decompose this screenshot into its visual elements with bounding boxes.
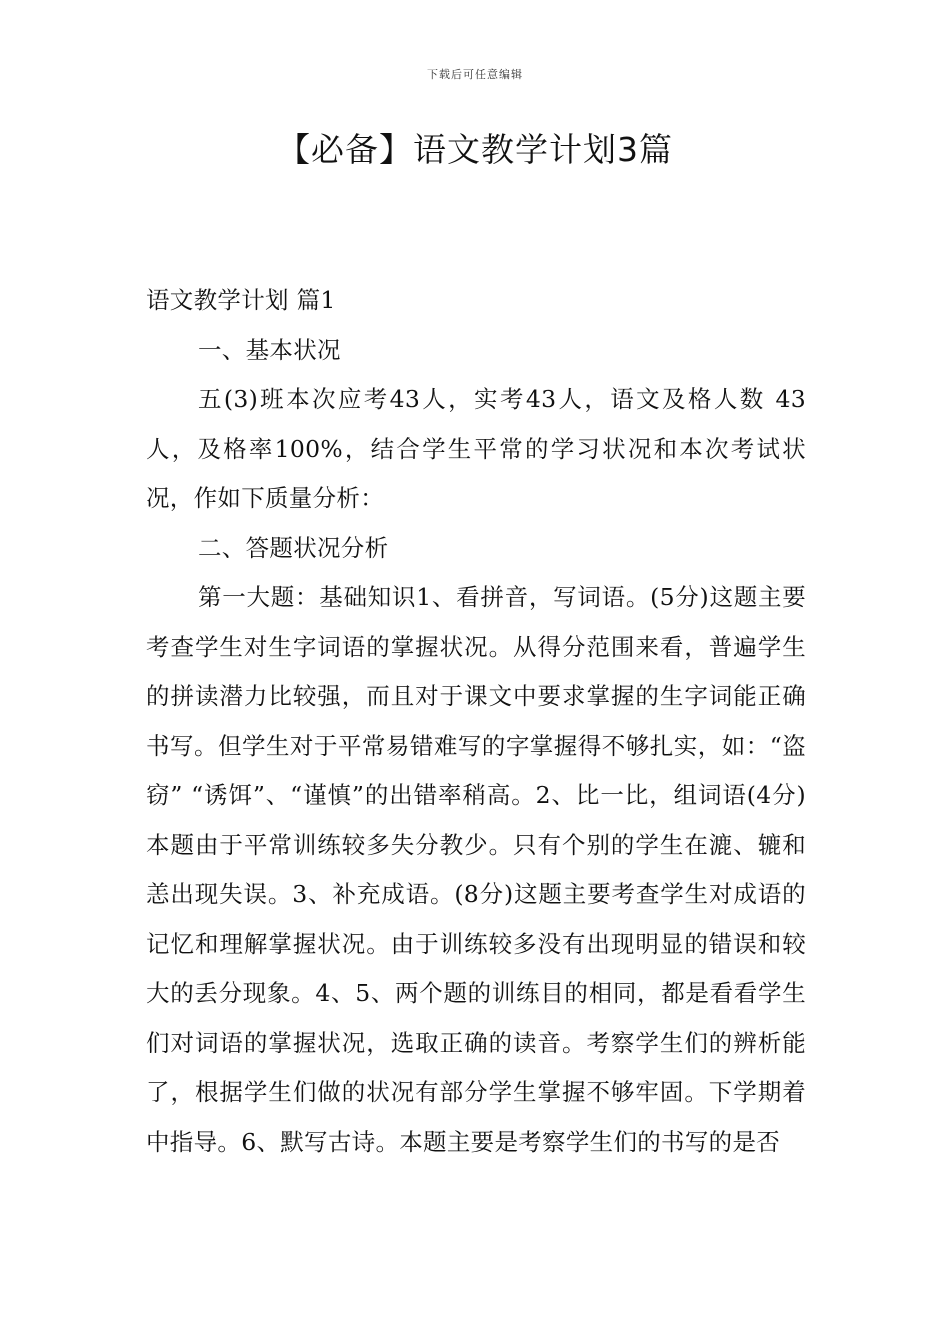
document-body	[146, 276, 806, 1167]
paragraph-answer-analysis-heading: 二、答题状况分析	[198, 533, 389, 562]
document-title: 【必备】语文教学计划3篇	[277, 130, 673, 169]
header-note: 下载后可任意编辑	[427, 68, 523, 81]
paragraph-exam-summary: 五(3)班本次应考43人，实考43人，语文及格人数 43人，及格率100%，结合学生平常的学习状况和本次考试状况，作如下质量分析：	[146, 385, 806, 512]
paragraph-basic-status-heading: 一、基本状况	[198, 335, 341, 364]
paragraph-first-section-analysis: 第一大题：基础知识1、看拼音，写词语。(5分)这题主要考查学生对生字词语的掌握状况。从得分范围来看，普遍学生的拼读潜力比较强，而且对于课文中要求掌握的生字词能正确书写。但学生对于平常易错难写的字掌握得不够扎实，如：“盗窃” “诱饵”、“谨慎”的出错率稍高。2、比一比，组词语(4分)本题由于平常训练较多失分教少。只有个别的学生在漉、辘和恙出现失误。3、补充成语。(8分)这题主要考查学生对成语的记忆和理解掌握状况。由于训练较多没有出现明显的错误和较大的丢分现象。4、5、两个题的训练目的相同，都是看看学生们对词语的掌握状况，选取正确的读音。考察学生们的辨析能了，根据学生们做的状况有部分学生掌握不够牢固。下学期着中指导。6、默写古诗。本题主要是考察学生们的书写的是否	[146, 583, 806, 1156]
section-heading: 语文教学计划 篇1	[146, 286, 336, 314]
